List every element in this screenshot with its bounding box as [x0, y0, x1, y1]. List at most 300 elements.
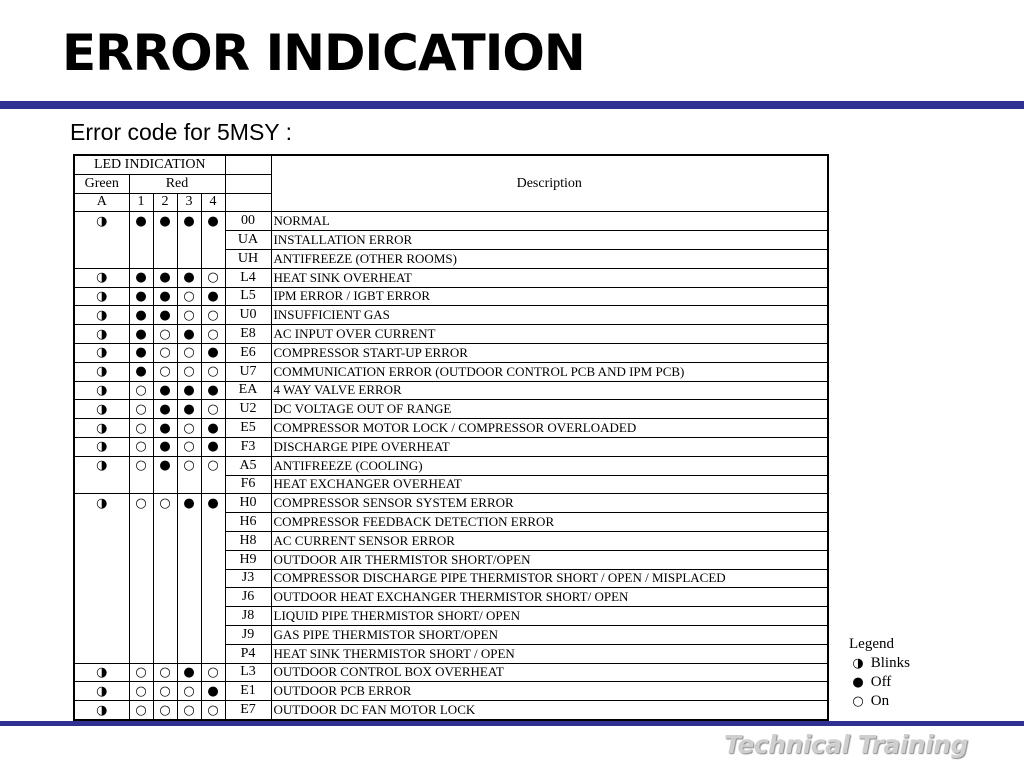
empty-circle-icon: ○: [135, 401, 147, 417]
filled-circle-icon: ●: [159, 382, 171, 398]
half-filled-circle-icon: ◑: [96, 420, 108, 436]
led-cell: [201, 663, 225, 682]
led-cell: [74, 531, 129, 550]
error-code: A5: [225, 456, 271, 475]
code-header-blank: [225, 155, 271, 174]
error-description: DISCHARGE PIPE OVERHEAT: [271, 437, 828, 456]
led-cell: [201, 475, 225, 494]
table-row: [74, 663, 828, 682]
led-cell: [74, 494, 129, 513]
table-row: [74, 249, 828, 268]
half-filled-circle-icon: ◑: [96, 495, 108, 511]
led-cell: [74, 550, 129, 569]
code-header-blank: [225, 193, 271, 212]
half-filled-circle-icon: ◑: [96, 307, 108, 323]
led-cell: [177, 588, 201, 607]
table-row: [74, 437, 828, 456]
led-cell: [177, 419, 201, 438]
half-filled-circle-icon: ◑: [96, 401, 108, 417]
led-cell: [129, 475, 153, 494]
led-cell: [201, 625, 225, 644]
error-description: INSTALLATION ERROR: [271, 231, 828, 250]
error-description: OUTDOOR HEAT EXCHANGER THERMISTOR SHORT/ OPEN: [271, 588, 828, 607]
led-cell: [129, 287, 153, 306]
error-code: E5: [225, 419, 271, 438]
led-cell: [153, 306, 177, 325]
filled-circle-icon: ●: [135, 345, 147, 361]
led-cell: [74, 456, 129, 475]
column-header-1: 1: [129, 193, 153, 212]
table-row: [74, 306, 828, 325]
led-cell: [129, 588, 153, 607]
led-cell: [74, 325, 129, 344]
led-cell: [201, 644, 225, 663]
led-cell: [177, 343, 201, 362]
red-header: Red: [129, 174, 225, 193]
table-row: [74, 607, 828, 626]
led-cell: [129, 682, 153, 701]
led-cell: [201, 325, 225, 344]
empty-circle-icon: ○: [159, 702, 171, 718]
subtitle: Error code for 5MSY :: [70, 119, 292, 145]
led-cell: [153, 588, 177, 607]
error-code: U2: [225, 400, 271, 419]
led-cell: [129, 419, 153, 438]
led-cell: [74, 231, 129, 250]
led-cell: [129, 644, 153, 663]
empty-circle-icon: ○: [207, 664, 219, 680]
empty-circle-icon: ○: [207, 401, 219, 417]
filled-circle-icon: ●: [159, 307, 171, 323]
led-cell: [153, 381, 177, 400]
led-cell: [153, 550, 177, 569]
error-code: J6: [225, 588, 271, 607]
half-filled-circle-icon: ◑: [96, 288, 108, 304]
error-description: OUTDOOR PCB ERROR: [271, 682, 828, 701]
filled-circle-icon: ●: [183, 270, 195, 286]
led-cell: [201, 682, 225, 701]
led-cell: [129, 437, 153, 456]
legend: [849, 635, 910, 711]
error-description: OUTDOOR CONTROL BOX OVERHEAT: [271, 663, 828, 682]
table-row: [74, 325, 828, 344]
error-code: F6: [225, 475, 271, 494]
empty-circle-icon: ○: [207, 307, 219, 323]
filled-circle-icon: ●: [159, 420, 171, 436]
error-code: L3: [225, 663, 271, 682]
led-cell: [74, 306, 129, 325]
table-row: [74, 456, 828, 475]
led-cell: [129, 607, 153, 626]
table-row: [74, 212, 828, 231]
led-cell: [129, 212, 153, 231]
legend-title: Legend: [849, 636, 894, 652]
empty-circle-icon: ○: [135, 420, 147, 436]
filled-circle-icon: ●: [135, 214, 147, 230]
led-cell: [177, 494, 201, 513]
empty-circle-icon: ○: [183, 307, 195, 323]
led-cell: [177, 569, 201, 588]
column-header-a: A: [74, 193, 129, 212]
error-description: COMPRESSOR FEEDBACK DETECTION ERROR: [271, 513, 828, 532]
led-cell: [153, 513, 177, 532]
led-cell: [129, 513, 153, 532]
legend-label: Blinks: [870, 655, 910, 671]
error-code: U0: [225, 306, 271, 325]
led-cell: [153, 644, 177, 663]
led-cell: [177, 325, 201, 344]
led-cell: [74, 343, 129, 362]
led-cell: [201, 437, 225, 456]
led-cell: [129, 325, 153, 344]
filled-circle-icon: ●: [207, 382, 219, 398]
led-cell: [201, 494, 225, 513]
column-header-3: 3: [177, 193, 201, 212]
error-description: GAS PIPE THERMISTOR SHORT/OPEN: [271, 625, 828, 644]
led-cell: [177, 663, 201, 682]
led-cell: [74, 682, 129, 701]
led-cell: [129, 268, 153, 287]
table-row: [74, 550, 828, 569]
table-row: [74, 400, 828, 419]
error-description: COMPRESSOR SENSOR SYSTEM ERROR: [271, 494, 828, 513]
led-cell: [74, 287, 129, 306]
half-filled-circle-icon: ◑: [852, 656, 864, 671]
filled-circle-icon: ●: [207, 288, 219, 304]
table-row: [74, 588, 828, 607]
error-description: AC CURRENT SENSOR ERROR: [271, 531, 828, 550]
legend-item-on: [849, 692, 910, 711]
led-cell: [153, 569, 177, 588]
led-cell: [153, 607, 177, 626]
table-row: [74, 494, 828, 513]
error-description: ANTIFREEZE (COOLING): [271, 456, 828, 475]
led-cell: [177, 644, 201, 663]
led-cell: [177, 437, 201, 456]
led-cell: [74, 362, 129, 381]
led-cell: [153, 494, 177, 513]
led-cell: [177, 513, 201, 532]
error-code: E7: [225, 701, 271, 720]
led-cell: [153, 456, 177, 475]
led-cell: [74, 212, 129, 231]
column-header-4: 4: [201, 193, 225, 212]
empty-circle-icon: ○: [183, 288, 195, 304]
table-row: [74, 475, 828, 494]
error-table-body: [74, 212, 828, 720]
table-row: [74, 419, 828, 438]
footer-watermark: Technical Training: [724, 730, 968, 759]
led-cell: [129, 456, 153, 475]
error-code: L5: [225, 287, 271, 306]
led-cell: [177, 550, 201, 569]
led-cell: [153, 343, 177, 362]
error-code: J8: [225, 607, 271, 626]
legend-item-blinks: [849, 654, 910, 673]
filled-circle-icon: ●: [207, 439, 219, 455]
led-cell: [177, 249, 201, 268]
led-cell: [201, 306, 225, 325]
error-description: NORMAL: [271, 212, 828, 231]
empty-circle-icon: ○: [183, 439, 195, 455]
empty-circle-icon: ○: [159, 345, 171, 361]
led-cell: [201, 419, 225, 438]
led-cell: [129, 362, 153, 381]
empty-circle-icon: ○: [183, 345, 195, 361]
empty-circle-icon: ○: [135, 439, 147, 455]
led-cell: [153, 419, 177, 438]
half-filled-circle-icon: ◑: [96, 382, 108, 398]
table-row: [74, 531, 828, 550]
led-cell: [129, 701, 153, 720]
empty-circle-icon: ○: [135, 702, 147, 718]
column-header-2: 2: [153, 193, 177, 212]
led-cell: [74, 513, 129, 532]
led-cell: [153, 531, 177, 550]
error-description: IPM ERROR / IGBT ERROR: [271, 287, 828, 306]
half-filled-circle-icon: ◑: [96, 326, 108, 342]
led-cell: [177, 268, 201, 287]
error-code: U7: [225, 362, 271, 381]
error-code: J9: [225, 625, 271, 644]
error-description: ANTIFREEZE (OTHER ROOMS): [271, 249, 828, 268]
led-cell: [177, 306, 201, 325]
error-code: UA: [225, 231, 271, 250]
error-description: HEAT SINK THERMISTOR SHORT / OPEN: [271, 644, 828, 663]
empty-circle-icon: ○: [207, 364, 219, 380]
led-cell: [129, 550, 153, 569]
empty-circle-icon: ○: [207, 702, 219, 718]
error-code: E6: [225, 343, 271, 362]
filled-circle-icon: ●: [183, 326, 195, 342]
filled-circle-icon: ●: [183, 664, 195, 680]
empty-circle-icon: ○: [183, 702, 195, 718]
led-cell: [74, 701, 129, 720]
led-cell: [153, 663, 177, 682]
led-cell: [201, 701, 225, 720]
empty-circle-icon: ○: [207, 326, 219, 342]
empty-circle-icon: ○: [159, 664, 171, 680]
filled-circle-icon: ●: [135, 288, 147, 304]
table-row: [74, 268, 828, 287]
table-row: [74, 625, 828, 644]
led-cell: [201, 569, 225, 588]
led-cell: [177, 607, 201, 626]
led-cell: [201, 550, 225, 569]
error-code: 00: [225, 212, 271, 231]
filled-circle-icon: ●: [159, 458, 171, 474]
empty-circle-icon: ○: [159, 364, 171, 380]
error-code: H8: [225, 531, 271, 550]
code-header-blank: [225, 174, 271, 193]
empty-circle-icon: ○: [135, 382, 147, 398]
error-description: INSUFFICIENT GAS: [271, 306, 828, 325]
error-code: P4: [225, 644, 271, 663]
error-code: H9: [225, 550, 271, 569]
filled-circle-icon: ●: [135, 270, 147, 286]
error-description: DC VOLTAGE OUT OF RANGE: [271, 400, 828, 419]
led-cell: [129, 663, 153, 682]
error-code: F3: [225, 437, 271, 456]
error-code: L4: [225, 268, 271, 287]
empty-circle-icon: ○: [135, 495, 147, 511]
filled-circle-icon: ●: [183, 495, 195, 511]
led-cell: [177, 287, 201, 306]
error-description: COMPRESSOR START-UP ERROR: [271, 343, 828, 362]
led-cell: [201, 343, 225, 362]
led-cell: [201, 287, 225, 306]
table-row: [74, 701, 828, 720]
table-row: [74, 362, 828, 381]
led-cell: [201, 513, 225, 532]
half-filled-circle-icon: ◑: [96, 364, 108, 380]
led-cell: [201, 231, 225, 250]
led-cell: [74, 588, 129, 607]
empty-circle-icon: ○: [159, 495, 171, 511]
filled-circle-icon: ●: [183, 214, 195, 230]
legend-label: On: [870, 693, 890, 709]
led-cell: [177, 701, 201, 720]
led-cell: [129, 306, 153, 325]
error-description: OUTDOOR DC FAN MOTOR LOCK: [271, 701, 828, 720]
filled-circle-icon: ●: [207, 495, 219, 511]
filled-circle-icon: ●: [159, 401, 171, 417]
led-cell: [201, 362, 225, 381]
table-row: [74, 343, 828, 362]
led-cell: [74, 268, 129, 287]
error-description: HEAT EXCHANGER OVERHEAT: [271, 475, 828, 494]
filled-circle-icon: ●: [207, 214, 219, 230]
filled-circle-icon: ●: [207, 420, 219, 436]
led-cell: [129, 343, 153, 362]
led-cell: [177, 475, 201, 494]
half-filled-circle-icon: ◑: [96, 270, 108, 286]
led-cell: [74, 663, 129, 682]
led-cell: [74, 419, 129, 438]
filled-circle-icon: ●: [159, 288, 171, 304]
error-code: H0: [225, 494, 271, 513]
led-cell: [153, 701, 177, 720]
led-cell: [153, 231, 177, 250]
filled-circle-icon: ●: [852, 675, 864, 690]
led-cell: [201, 400, 225, 419]
slide-title: ERROR INDICATION: [62, 24, 585, 82]
led-cell: [129, 249, 153, 268]
led-cell: [177, 531, 201, 550]
led-cell: [129, 531, 153, 550]
led-cell: [74, 437, 129, 456]
led-cell: [74, 644, 129, 663]
half-filled-circle-icon: ◑: [96, 664, 108, 680]
led-cell: [129, 625, 153, 644]
half-filled-circle-icon: ◑: [96, 439, 108, 455]
error-description: 4 WAY VALVE ERROR: [271, 381, 828, 400]
empty-circle-icon: ○: [159, 326, 171, 342]
led-cell: [74, 381, 129, 400]
led-cell: [201, 531, 225, 550]
led-cell: [129, 381, 153, 400]
led-cell: [153, 249, 177, 268]
error-code: EA: [225, 381, 271, 400]
empty-circle-icon: ○: [135, 683, 147, 699]
empty-circle-icon: ○: [135, 458, 147, 474]
green-header: Green: [74, 174, 129, 193]
empty-circle-icon: ○: [183, 458, 195, 474]
led-cell: [129, 400, 153, 419]
error-code: E1: [225, 682, 271, 701]
legend-item-off: [849, 673, 910, 692]
led-cell: [177, 381, 201, 400]
table-row: [74, 644, 828, 663]
led-cell: [201, 456, 225, 475]
led-cell: [74, 607, 129, 626]
error-description: OUTDOOR AIR THERMISTOR SHORT/OPEN: [271, 550, 828, 569]
footer-divider-bar: [0, 721, 1024, 726]
filled-circle-icon: ●: [135, 326, 147, 342]
led-cell: [177, 231, 201, 250]
filled-circle-icon: ●: [159, 270, 171, 286]
empty-circle-icon: ○: [183, 420, 195, 436]
led-cell: [153, 625, 177, 644]
led-cell: [177, 362, 201, 381]
error-description: COMMUNICATION ERROR (OUTDOOR CONTROL PCB AND IPM PCB): [271, 362, 828, 381]
led-cell: [153, 268, 177, 287]
filled-circle-icon: ●: [183, 382, 195, 398]
led-cell: [177, 212, 201, 231]
empty-circle-icon: ○: [183, 364, 195, 380]
filled-circle-icon: ●: [135, 364, 147, 380]
error-description: HEAT SINK OVERHEAT: [271, 268, 828, 287]
led-cell: [153, 400, 177, 419]
led-indication-header: LED INDICATION: [74, 155, 225, 174]
filled-circle-icon: ●: [183, 401, 195, 417]
led-cell: [201, 212, 225, 231]
table-row: [74, 381, 828, 400]
half-filled-circle-icon: ◑: [96, 458, 108, 474]
error-description: AC INPUT OVER CURRENT: [271, 325, 828, 344]
led-cell: [129, 231, 153, 250]
empty-circle-icon: ○: [852, 694, 864, 709]
error-code: E8: [225, 325, 271, 344]
led-cell: [153, 325, 177, 344]
led-cell: [201, 381, 225, 400]
empty-circle-icon: ○: [159, 683, 171, 699]
table-row: [74, 682, 828, 701]
led-cell: [153, 362, 177, 381]
half-filled-circle-icon: ◑: [96, 702, 108, 718]
error-description: LIQUID PIPE THERMISTOR SHORT/ OPEN: [271, 607, 828, 626]
led-cell: [153, 212, 177, 231]
filled-circle-icon: ●: [159, 214, 171, 230]
error-description: COMPRESSOR DISCHARGE PIPE THERMISTOR SHORT / OPEN / MISPLACED: [271, 569, 828, 588]
error-code: UH: [225, 249, 271, 268]
led-cell: [177, 682, 201, 701]
error-code-table: [73, 154, 829, 721]
empty-circle-icon: ○: [183, 683, 195, 699]
led-cell: [74, 625, 129, 644]
empty-circle-icon: ○: [207, 458, 219, 474]
led-cell: [201, 588, 225, 607]
error-code: J3: [225, 569, 271, 588]
led-cell: [153, 475, 177, 494]
led-cell: [74, 475, 129, 494]
led-cell: [153, 437, 177, 456]
led-cell: [74, 249, 129, 268]
led-cell: [74, 569, 129, 588]
filled-circle-icon: ●: [207, 345, 219, 361]
half-filled-circle-icon: ◑: [96, 214, 108, 230]
filled-circle-icon: ●: [135, 307, 147, 323]
